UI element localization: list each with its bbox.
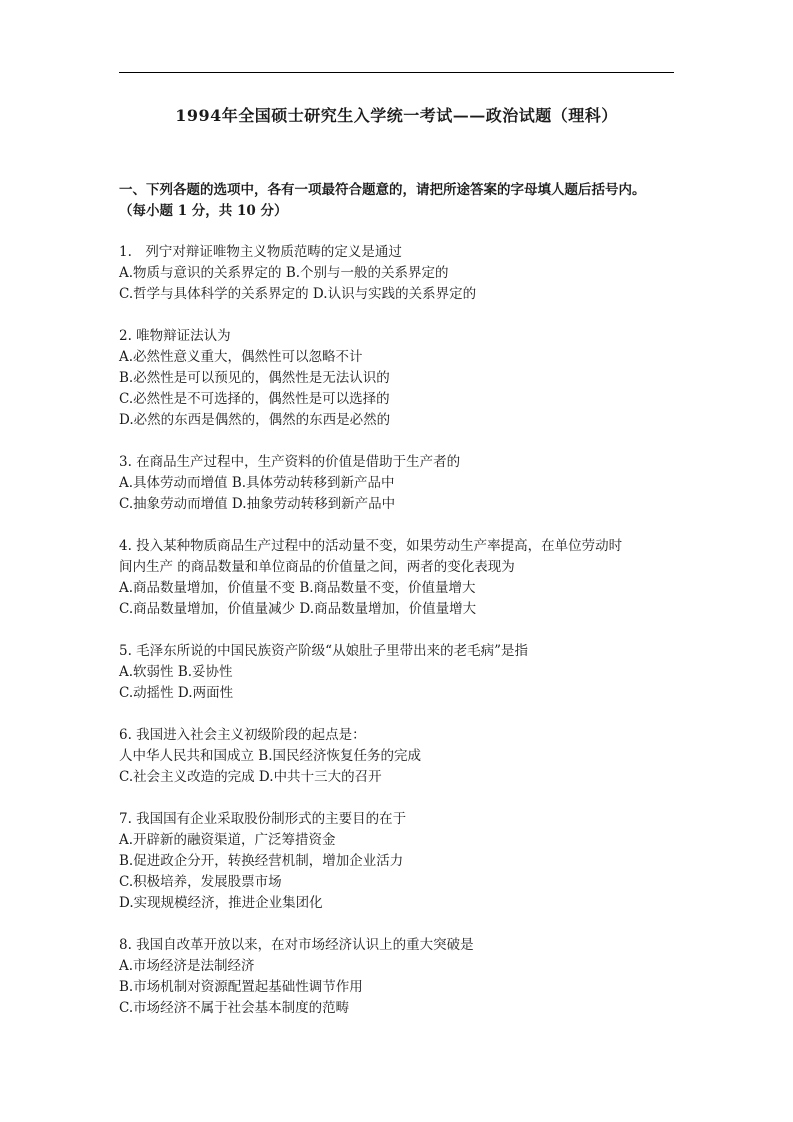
- answer-option: A.市场经济是法制经济: [119, 958, 255, 974]
- instructions-line: （每小题 1 分，共 10 分）: [119, 203, 288, 219]
- question-2: [119, 326, 679, 431]
- answer-option: C.积极培养，发展股票市场: [119, 874, 282, 890]
- header-rule: [119, 72, 674, 73]
- question-6: [119, 725, 679, 788]
- question-stem: 2. 唯物辩证法认为: [119, 328, 231, 344]
- question-stem: 5. 毛泽东所说的中国民族资产阶级“从娘肚子里带出来的老毛病”是指: [119, 643, 528, 659]
- question-stem: 7. 我国国有企业采取股份制形式的主要目的在于: [119, 811, 407, 827]
- answer-options: A.具体劳动而增值 B.具体劳动转移到新产品中: [119, 475, 395, 491]
- answer-options: C.商品数量增加，价值量减少 D.商品数量增加，价值量增大: [119, 601, 477, 617]
- answer-options: C.社会主义改造的完成 D.中共十三大的召开: [119, 769, 382, 785]
- question-stem: 1. 列宁对辩证唯物主义物质范畴的定义是通过: [119, 244, 402, 260]
- question-stem: 8. 我国自改革开放以来，在对市场经济认识上的重大突破是: [119, 937, 474, 953]
- question-stem: 6. 我国进入社会主义初级阶段的起点是：: [119, 727, 366, 743]
- answer-option: C.必然性是不可选择的，偶然性是可以选择的: [119, 391, 390, 407]
- answer-options: C.动摇性 D.两面性: [119, 685, 234, 701]
- question-3: [119, 452, 679, 515]
- question-stem: 间内生产 的商品数量和单位商品的价值量之间，两者的变化表现为: [119, 559, 515, 575]
- question-4: [119, 536, 679, 620]
- answer-option: B.促进政企分开，转换经营机制，增加企业活力: [119, 853, 404, 869]
- question-7: [119, 809, 679, 914]
- answer-option: A.必然性意义重大，偶然性可以忽略不计: [119, 349, 363, 365]
- answer-options: A.物质与意识的关系界定的 B.个别与一般的关系界定的: [119, 265, 449, 281]
- question-8: [119, 935, 679, 1019]
- question-stem: 4. 投入某种物质商品生产过程中的活动量不变，如果劳动生产率提高，在单位劳动时: [119, 538, 623, 554]
- page-title: 1994年全国硕士研究生入学统一考试——政治试题（理科）: [175, 106, 618, 125]
- answer-option: C.市场经济不属于社会基本制度的范畴: [119, 1000, 350, 1016]
- answer-option: D.实现规模经济，推进企业集团化: [119, 895, 323, 911]
- answer-options: 人中华人民共和国成立 B.国民经济恢复任务的完成: [119, 748, 422, 764]
- answer-option: B.必然性是可以预见的，偶然性是无法认识的: [119, 370, 390, 386]
- instructions-line: 一、下列各题的选项中，各有一项最符合题意的，请把所途答案的字母填人题后括号内。: [119, 182, 646, 198]
- question-list: [119, 242, 679, 1040]
- answer-options: A.商品数量增加，价值量不变 B.商品数量不变，价值量增大: [119, 580, 476, 596]
- answer-options: C.抽象劳动而增值 D.抽象劳动转移到新产品中: [119, 496, 396, 512]
- answer-options: A.软弱性 B.妥协性: [119, 664, 233, 680]
- section-instructions: [119, 180, 679, 222]
- answer-options: C.哲学与具体科学的关系界定的 D.认识与实践的关系界定的: [119, 286, 477, 302]
- answer-option: D.必然的东西是偶然的，偶然的东西是必然的: [119, 412, 391, 428]
- answer-option: B.市场机制对资源配置起基础性调节作用: [119, 979, 363, 995]
- question-stem: 3. 在商品生产过程中，生产资料的价值是借助于生产者的: [119, 454, 461, 470]
- question-5: [119, 641, 679, 704]
- question-1: [119, 242, 679, 305]
- answer-option: A.开辟新的融资渠道，广泛筹措资金: [119, 832, 336, 848]
